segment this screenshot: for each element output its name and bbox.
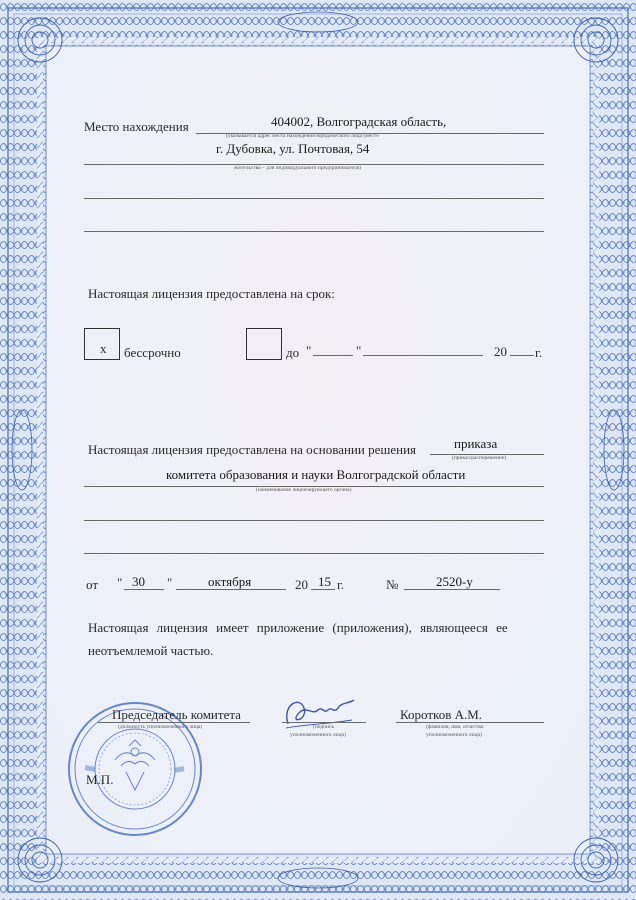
signer-position: Председатель комитета <box>112 707 241 722</box>
until-checkbox <box>246 328 282 360</box>
order-month: октября <box>208 574 252 589</box>
order-day: 30 <box>132 574 145 589</box>
signature-line <box>282 722 366 723</box>
position-hint: (должность уполномоченного лица) <box>118 724 203 730</box>
until-day-line <box>313 355 353 356</box>
check-mark: x <box>100 341 107 356</box>
address-value-1: 404002, Волгоградская область, <box>271 114 447 129</box>
seal-place-label: М.П. <box>86 772 114 787</box>
appendix-line-1: Настоящая лицензия имеет приложение (приложения), являющееся ее <box>88 620 508 635</box>
licensing-authority: комитета образования и науки Волгоградской области <box>166 467 466 482</box>
order-quote-close: " <box>167 575 173 590</box>
signer-name: Коротков А.М. <box>400 707 483 722</box>
address-hint-1: (указывается адрес места нахождения юридического лица (место <box>226 133 379 139</box>
order-year-prefix: 20 <box>295 577 308 592</box>
order-year: 15 <box>318 574 331 589</box>
until-month-line <box>363 355 483 356</box>
address-hint-2: жительства – для индивидуального предпринимателя) <box>234 165 361 171</box>
order-number-label: № <box>386 577 399 592</box>
appendix-line-2: неотъемлемой частью. <box>88 643 214 658</box>
order-year-suffix: г. <box>337 577 345 592</box>
decision-hint: (приказ/распоряжение) <box>452 455 507 461</box>
until-label: до <box>286 345 300 360</box>
blank-line-1 <box>84 198 544 199</box>
blank-line-3 <box>84 520 544 521</box>
until-year-prefix: 20 <box>494 344 507 359</box>
basis-label: Настоящая лицензия предоставлена на основании решения <box>88 442 417 457</box>
until-year-line <box>510 355 534 356</box>
position-line <box>98 722 250 723</box>
order-quote-open: " <box>117 575 123 590</box>
order-from-label: от <box>86 577 99 592</box>
address-value-2: г. Дубовка, ул. Почтовая, 54 <box>216 141 370 156</box>
term-label: Настоящая лицензия предоставлена на срок: <box>88 286 335 301</box>
authority-hint: (наименование лицензирующего органа) <box>256 487 352 493</box>
blank-line-2 <box>84 231 544 232</box>
name-hint-2: уполномоченного лица) <box>426 732 482 738</box>
name-hint-1: (фамилия, имя, отчество <box>426 724 484 730</box>
until-quote-open: " <box>306 343 312 358</box>
decision-type: приказа <box>454 436 498 451</box>
until-year-suffix: г. <box>535 345 543 360</box>
signature-hint-2: уполномоченного лица) <box>290 732 346 738</box>
order-number: 2520-у <box>436 574 473 589</box>
address-label: Место нахождения <box>84 119 189 134</box>
until-quote-close: " <box>356 343 362 358</box>
name-line <box>396 722 544 723</box>
unlimited-label: бессрочно <box>124 345 181 360</box>
signature-hint-1: (подпись <box>313 724 335 730</box>
blank-line-4 <box>84 553 544 554</box>
